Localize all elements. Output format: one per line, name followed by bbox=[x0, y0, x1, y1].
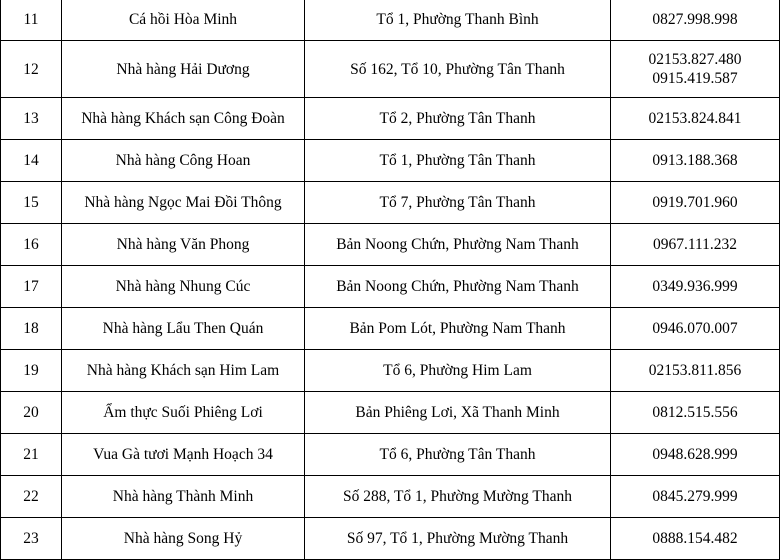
phone-cell bbox=[611, 518, 780, 560]
phone-cell bbox=[611, 182, 780, 224]
restaurant-name: Nhà hàng Khách sạn Công Đoàn bbox=[62, 98, 305, 140]
restaurant-address: Tổ 7, Phường Tân Thanh bbox=[305, 182, 611, 224]
table-row bbox=[1, 266, 780, 308]
phone-number: 0812.515.556 bbox=[652, 404, 738, 421]
row-number: 11 bbox=[1, 0, 62, 41]
table-row bbox=[1, 308, 780, 350]
phone-number: 0967.111.232 bbox=[652, 236, 738, 253]
table-row bbox=[1, 518, 780, 560]
phone-number: 0948.628.999 bbox=[652, 446, 738, 463]
restaurant-name: Nhà hàng Lẩu Then Quán bbox=[62, 308, 305, 350]
phone-cell bbox=[611, 308, 780, 350]
phone-number: 02153.811.856 bbox=[648, 362, 742, 379]
row-number: 16 bbox=[1, 224, 62, 266]
phone-number: 0845.279.999 bbox=[652, 488, 738, 505]
phone-cell bbox=[611, 392, 780, 434]
phone-cell bbox=[611, 224, 780, 266]
table-row bbox=[1, 0, 780, 41]
phone-number: 0946.070.007 bbox=[652, 320, 738, 337]
restaurant-name: Nhà hàng Nhung Cúc bbox=[62, 266, 305, 308]
phone-number: 02153.827.480 bbox=[648, 51, 742, 68]
restaurant-name: Nhà hàng Văn Phong bbox=[62, 224, 305, 266]
restaurant-address: Tổ 2, Phường Tân Thanh bbox=[305, 98, 611, 140]
table-row bbox=[1, 392, 780, 434]
row-number: 13 bbox=[1, 98, 62, 140]
row-number: 20 bbox=[1, 392, 62, 434]
table-row bbox=[1, 41, 780, 98]
phone-cell bbox=[611, 266, 780, 308]
table-row bbox=[1, 434, 780, 476]
row-number: 18 bbox=[1, 308, 62, 350]
row-number: 14 bbox=[1, 140, 62, 182]
restaurant-address: Tổ 6, Phường Tân Thanh bbox=[305, 434, 611, 476]
phone-number: 0827.998.998 bbox=[652, 11, 738, 28]
row-number: 22 bbox=[1, 476, 62, 518]
phone-cell bbox=[611, 0, 780, 41]
restaurant-name: Nhà hàng Thành Minh bbox=[62, 476, 305, 518]
restaurant-address: Tổ 1, Phường Tân Thanh bbox=[305, 140, 611, 182]
row-number: 15 bbox=[1, 182, 62, 224]
restaurant-name: Cá hồi Hòa Minh bbox=[62, 0, 305, 41]
restaurant-address: Bản Noong Chứn, Phường Nam Thanh bbox=[305, 224, 611, 266]
restaurant-address: Số 97, Tổ 1, Phường Mường Thanh bbox=[305, 518, 611, 560]
phone-number: 0349.936.999 bbox=[652, 278, 738, 295]
table-row bbox=[1, 476, 780, 518]
phone-number: 0913.188.368 bbox=[652, 152, 738, 169]
row-number: 17 bbox=[1, 266, 62, 308]
phone-cell bbox=[611, 350, 780, 392]
restaurant-address: Số 288, Tổ 1, Phường Mường Thanh bbox=[305, 476, 611, 518]
phone-cell bbox=[611, 41, 780, 98]
table-row bbox=[1, 98, 780, 140]
restaurant-address: Tổ 6, Phường Him Lam bbox=[305, 350, 611, 392]
restaurant-name: Nhà hàng Ngọc Mai Đồi Thông bbox=[62, 182, 305, 224]
restaurant-name: Ẩm thực Suối Phiêng Lơi bbox=[62, 392, 305, 434]
phone-number: 0915.419.587 bbox=[652, 70, 738, 87]
phone-cell bbox=[611, 140, 780, 182]
table-row bbox=[1, 350, 780, 392]
restaurant-address: Bản Pom Lót, Phường Nam Thanh bbox=[305, 308, 611, 350]
restaurant-name: Nhà hàng Hải Dương bbox=[62, 41, 305, 98]
row-number: 19 bbox=[1, 350, 62, 392]
restaurant-address: Số 162, Tổ 10, Phường Tân Thanh bbox=[305, 41, 611, 98]
phone-number: 02153.824.841 bbox=[648, 110, 742, 127]
phone-cell bbox=[611, 434, 780, 476]
table-row bbox=[1, 140, 780, 182]
phone-cell bbox=[611, 98, 780, 140]
restaurant-address: Bản Noong Chứn, Phường Nam Thanh bbox=[305, 266, 611, 308]
phone-cell bbox=[611, 476, 780, 518]
table-row bbox=[1, 224, 780, 266]
restaurant-address: Bản Phiêng Lơi, Xã Thanh Minh bbox=[305, 392, 611, 434]
table-row bbox=[1, 182, 780, 224]
restaurant-name: Vua Gà tươi Mạnh Hoạch 34 bbox=[62, 434, 305, 476]
restaurant-address: Tổ 1, Phường Thanh Bình bbox=[305, 0, 611, 41]
restaurant-name: Nhà hàng Công Hoan bbox=[62, 140, 305, 182]
phone-number: 0888.154.482 bbox=[652, 530, 738, 547]
restaurant-name: Nhà hàng Khách sạn Him Lam bbox=[62, 350, 305, 392]
row-number: 12 bbox=[1, 41, 62, 98]
row-number: 21 bbox=[1, 434, 62, 476]
phone-number: 0919.701.960 bbox=[652, 194, 738, 211]
restaurant-name: Nhà hàng Song Hỷ bbox=[62, 518, 305, 560]
row-number: 23 bbox=[1, 518, 62, 560]
